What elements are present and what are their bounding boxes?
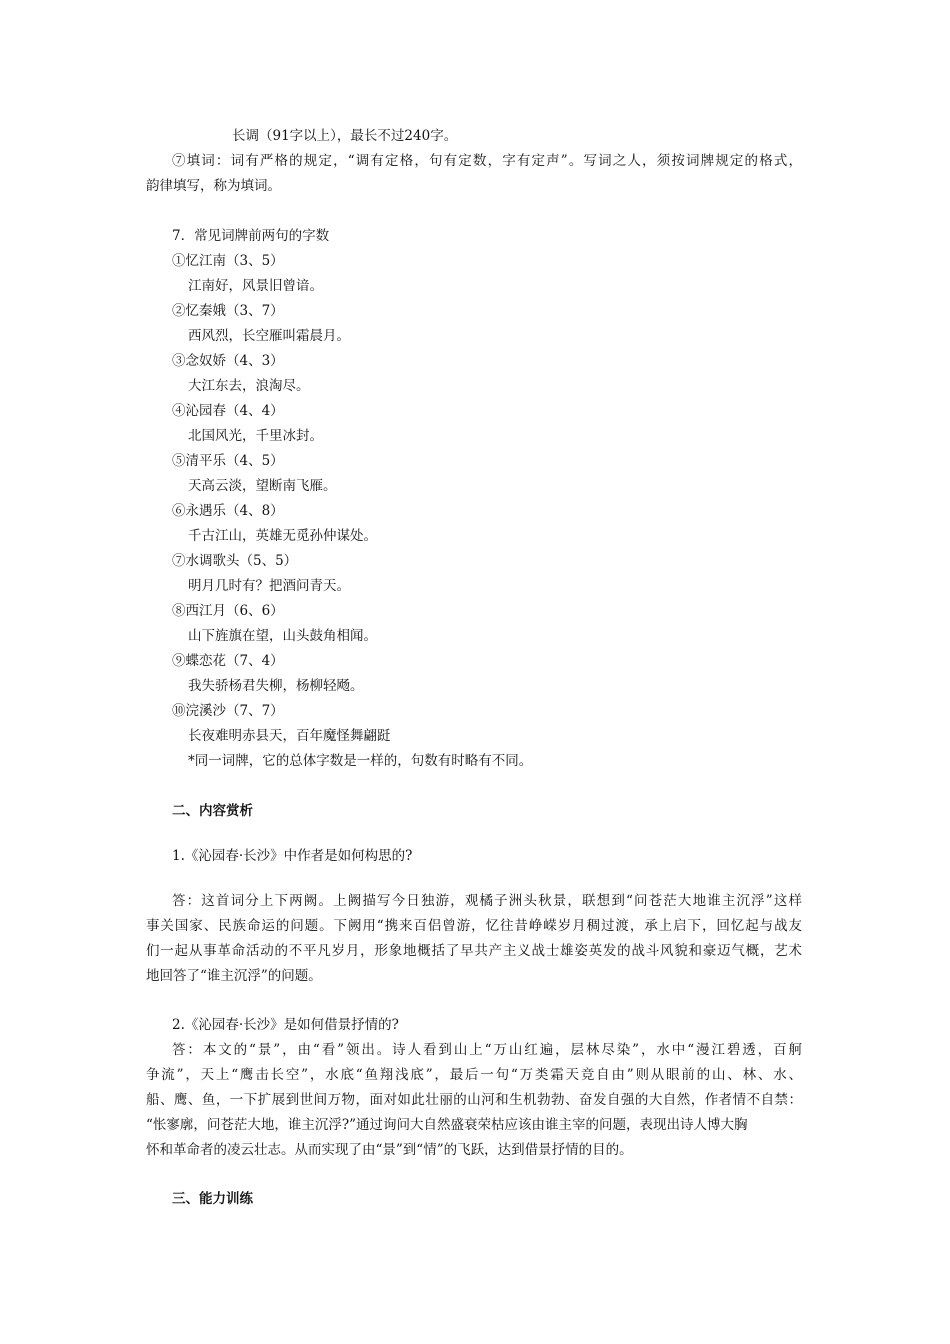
answer-1-line: 答：这首词分上下两阙。上阙描写今日独游，观橘子洲头秋景，联想到“问苍茫大地谁主沉浮”这样 <box>172 893 802 909</box>
cipai-name: ⑥永遇乐（4、8） <box>172 503 284 519</box>
cipai-name: ⑧西江月（6、6） <box>172 603 284 619</box>
cipai-example: 山下旌旗在望，山头鼓角相闻。 <box>188 628 377 644</box>
cipai-heading: 7．常见词牌前两句的字数 <box>172 228 330 244</box>
cipai-name: ⑤清平乐（4、5） <box>172 453 284 469</box>
answer-2-line: 船、鹰、鱼，一下扩展到世间万物，面对如此壮丽的山河和生机勃勃、奋发自强的大自然，作者情不自禁： <box>146 1092 802 1108</box>
answer-1-line: 们一起从事革命活动的不平凡岁月，形象地概括了早共产主义战士雄姿英发的战斗风貌和豪迈气概，艺术 <box>146 943 802 959</box>
cipai-note: *同一词牌，它的总体字数是一样的，句数有时略有不同。 <box>188 753 533 769</box>
cipai-example: 长夜难明赤县天，百年魔怪舞翩跹 <box>188 728 391 744</box>
cipai-example: 北国风光，千里冰封。 <box>188 428 323 444</box>
tianci-line-2: 韵律填写，称为填词。 <box>146 178 281 194</box>
cipai-name: ⑩浣溪沙（7、7） <box>172 703 284 719</box>
cipai-name: ⑦水调歌头（5、5） <box>172 553 298 569</box>
cipai-example: 天高云淡，望断南飞雁。 <box>188 478 337 494</box>
cipai-name: ①忆江南（3、5） <box>172 253 284 269</box>
cipai-name: ②忆秦娥（3、7） <box>172 303 284 319</box>
cipai-example: 江南好，风景旧曾谙。 <box>188 278 323 294</box>
answer-1-line: 事关国家、民族命运的问题。下阙用“携来百侣曾游，忆往昔峥嵘岁月稠过渡，承上启下，回忆起与战友 <box>146 918 802 934</box>
section-heading-skill-training: 三、能力训练 <box>172 1191 253 1207</box>
cipai-name: ③念奴娇（4、3） <box>172 353 284 369</box>
section-heading-content-analysis: 二、内容赏析 <box>172 803 253 819</box>
cipai-example: 我失骄杨君失柳，杨柳轻飏。 <box>188 678 364 694</box>
cipai-example: 千古江山，英雄无觅孙仲谋处。 <box>188 528 377 544</box>
cipai-example: 大江东去，浪淘尽。 <box>188 378 310 394</box>
cipai-name: ④沁园春（4、4） <box>172 403 284 419</box>
answer-2-line: 怀和革命者的凌云壮志。从而实现了由“景”到“情”的飞跃，达到借景抒情的目的。 <box>146 1142 633 1158</box>
cipai-example: 明月几时有？把酒问青天。 <box>188 578 350 594</box>
changdiao-line: 长调（91字以上），最长不过240字。 <box>232 128 458 144</box>
cipai-name: ⑨蝶恋花（7、4） <box>172 653 284 669</box>
tianci-line-1: ⑦填词：词有严格的规定，“调有定格，句有定数，字有定声”。写词之人，须按词牌规定的格式， <box>172 153 802 169</box>
answer-2-line: “怅寥廓，问苍茫大地，谁主沉浮?”通过询问大自然盛衰荣枯应该由谁主宰的问题，表现出诗人博大胸 <box>146 1117 748 1133</box>
question-1: 1.《沁园春·长沙》中作者是如何构思的? <box>172 848 413 864</box>
answer-2-line: 争流”，天上“鹰击长空”，水底“鱼翔浅底”，最后一句“万类霜天竞自由”则从眼前的山、林、水、 <box>146 1067 802 1083</box>
answer-1-line: 地回答了“谁主沉浮”的问题。 <box>146 968 322 984</box>
cipai-example: 西风烈，长空雁叫霜晨月。 <box>188 328 350 344</box>
answer-2-line: 答：本文的“景”，由“看”领出。诗人看到山上“万山红遍，层林尽染”，水中“漫江碧透，百舸 <box>172 1042 802 1058</box>
question-2: 2.《沁园春·长沙》是如何借景抒情的? <box>172 1017 399 1033</box>
